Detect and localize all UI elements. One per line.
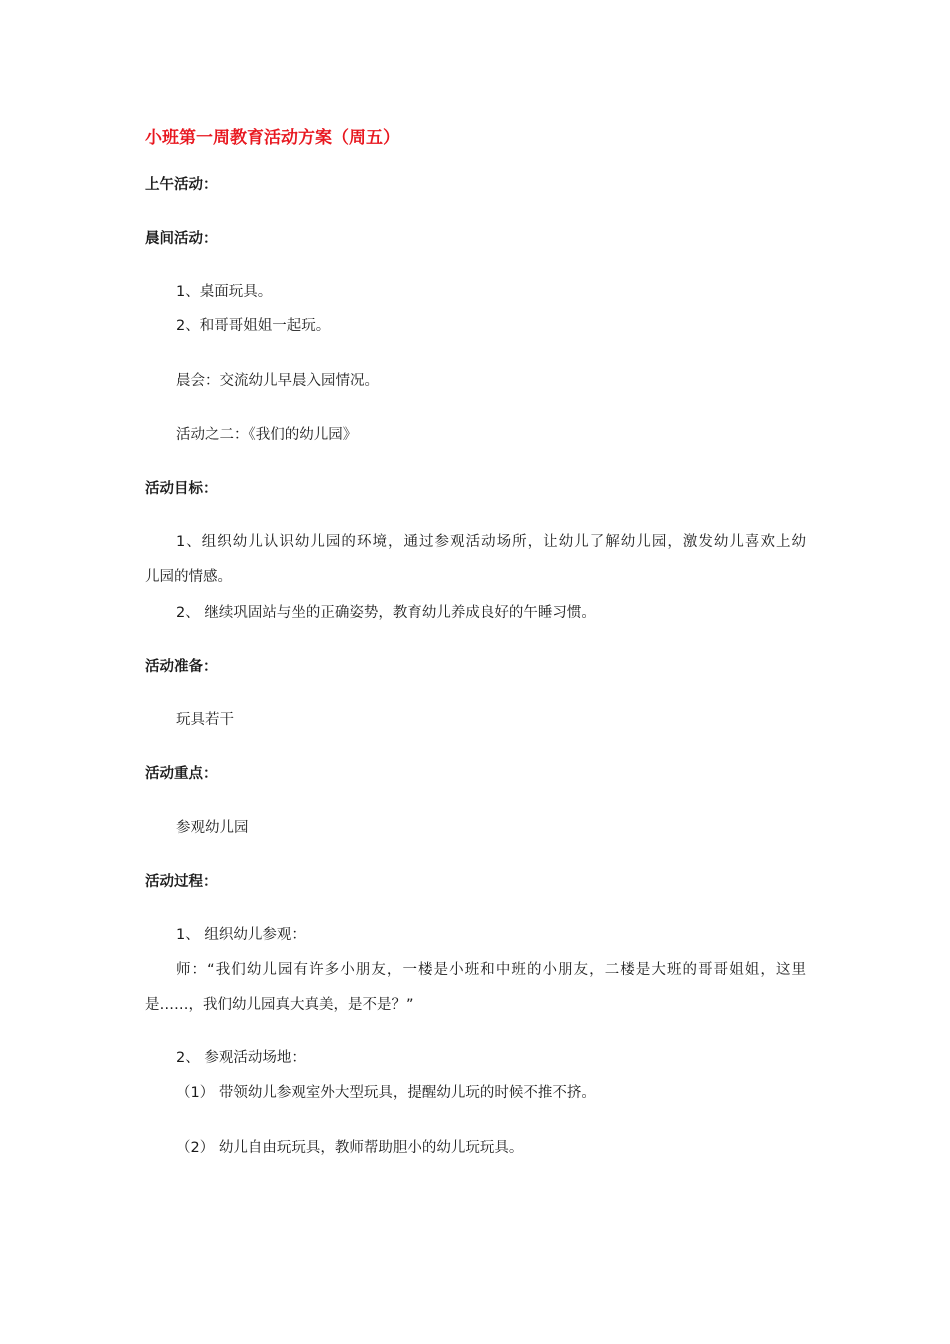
morning-meeting-text: 晨会：交流幼儿早晨入园情况。 bbox=[176, 373, 379, 389]
goal-item-1-line-1: 1、组织幼儿认识幼儿园的环境，通过参观活动场所，让幼儿了解幼儿园，激发幼儿喜欢上幼 bbox=[176, 534, 806, 550]
early-item-2: 2、和哥哥姐姐一起玩。 bbox=[176, 318, 331, 334]
process-step-2: 2、 参观活动场地： bbox=[176, 1050, 306, 1066]
focus-text: 参观幼儿园 bbox=[176, 820, 249, 836]
goal-item-2: 2、 继续巩固站与坐的正确姿势，教育幼儿养成良好的午睡习惯。 bbox=[176, 605, 596, 621]
process-step-1: 1、 组织幼儿参观： bbox=[176, 927, 306, 943]
preparation-text: 玩具若干 bbox=[176, 712, 234, 728]
document-title: 小班第一周教育活动方案（周五） bbox=[145, 128, 400, 148]
teacher-speech-line-1: 师：“我们幼儿园有许多小朋友，一楼是小班和中班的小朋友，二楼是大班的哥哥姐姐，这里 bbox=[176, 962, 806, 978]
process-sub-item-1: （1） 带领幼儿参观室外大型玩具，提醒幼儿玩的时候不推不挤。 bbox=[176, 1085, 596, 1101]
focus-heading: 活动重点： bbox=[145, 766, 218, 782]
goals-heading: 活动目标： bbox=[145, 481, 218, 497]
teacher-speech-line-2: 是……，我们幼儿园真大真美，是不是？” bbox=[145, 997, 414, 1013]
morning-activity-heading: 上午活动： bbox=[145, 177, 218, 193]
early-item-1: 1、桌面玩具。 bbox=[176, 284, 273, 300]
activity-two-text: 活动之二：《我们的幼儿园》 bbox=[176, 427, 358, 443]
goal-item-1-line-2: 儿园的情感。 bbox=[145, 569, 232, 585]
preparation-heading: 活动准备： bbox=[145, 659, 218, 675]
process-sub-item-2: （2） 幼儿自由玩玩具，教师帮助胆小的幼儿玩玩具。 bbox=[176, 1140, 524, 1156]
early-activity-heading: 晨间活动： bbox=[145, 231, 218, 247]
process-heading: 活动过程： bbox=[145, 874, 218, 890]
